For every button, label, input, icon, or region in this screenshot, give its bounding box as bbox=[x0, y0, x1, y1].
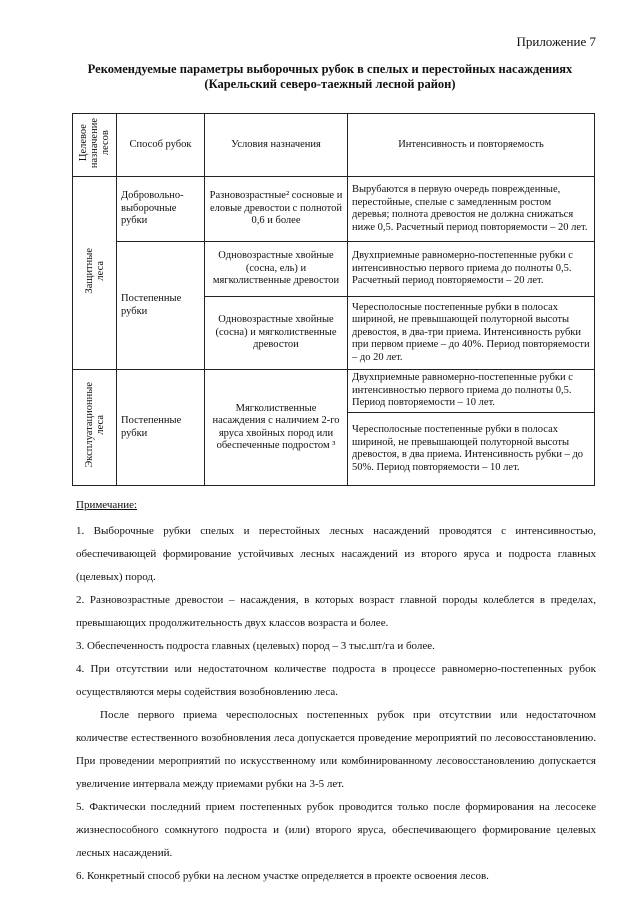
method-cell: Постепенные рубки bbox=[117, 242, 205, 370]
intensity-cell: Вырубаются в первую очередь поврежденные, перестойные, спелые с замедленным ростом деревья; полнота древостоя не должна снижаться ниже 0,5. Расчетный период повторяемости – 20 лет. bbox=[348, 177, 595, 242]
note-item: После первого приема чересполосных постепенных рубок при отсутствии или недостаточном количестве естественного возобновления леса допускается проведение мероприятий по лесовосстановлению. При проведении мероприятий по искусственному или комбинированному лесовосстановлению допускается увеличение интервала между приемами рубки на 3-5 лет. bbox=[76, 709, 596, 790]
condition-cell: Одновозрастные хвойные (сосна, ель) и мягколиственные древостои bbox=[205, 242, 348, 297]
title-line-2: (Карельский северо-таежный лесной район) bbox=[204, 77, 456, 91]
method-cell: Добровольно-выборочные рубки bbox=[117, 177, 205, 242]
notes-heading: Примечание: bbox=[76, 499, 138, 511]
document-title bbox=[60, 62, 600, 92]
intensity-cell: Чересполосные постепенные рубки в полосах шириной, не превышающей полуторной высоты древостоя, в два-три приема. Интенсивность рубки при первом приеме – до 40%. Период повторяемости – до 20 лет. bbox=[348, 297, 595, 370]
condition-cell: Одновозрастные хвойные (сосна) и мягколиственные древостои bbox=[205, 297, 348, 370]
purpose-protective: Защитные леса bbox=[73, 177, 117, 370]
header-conditions: Условия назначения bbox=[205, 114, 348, 177]
table-row bbox=[73, 177, 595, 242]
table-row bbox=[73, 242, 595, 297]
header-purpose: Целевое назначение лесов bbox=[73, 114, 117, 177]
note-item: 2. Разновозрастные древостои – насаждения, в которых возраст главной породы колеблется в пределах, превышающих продолжительность двух классов возраста и более. bbox=[76, 594, 596, 629]
condition-cell: Разновозрастные² сосновые и еловые древостои с полнотой 0,6 и более bbox=[205, 177, 348, 242]
table-row bbox=[73, 370, 595, 413]
table-header-row bbox=[73, 114, 595, 177]
method-cell: Постепенные рубки bbox=[117, 370, 205, 486]
note-item: 4. При отсутствии или недостаточном количестве подроста в процессе равномерно-постепенных рубок осуществляются меры содействия возобновлению леса. bbox=[76, 663, 596, 698]
appendix-label: Приложение 7 bbox=[516, 34, 596, 49]
purpose-exploitation: Эксплуатационные леса bbox=[73, 370, 117, 486]
notes-section bbox=[76, 494, 596, 888]
note-item: 3. Обеспеченность подроста главных (целевых) пород – 3 тыс.шт/га и более. bbox=[76, 640, 435, 652]
condition-cell: Мягколиственные насаждения с наличием 2-го яруса хвойных пород или обеспеченные подростом ³ bbox=[205, 370, 348, 486]
parameters-table bbox=[72, 113, 595, 486]
note-item: 5. Фактически последний прием постепенных рубок проводится только после формирования на лесосеке жизнеспособного сомкнутого подроста и (или) второго яруса, обеспечивающего формирование целевых лесных насаждений. bbox=[76, 801, 596, 859]
title-line-1: Рекомендуемые параметры выборочных рубок в спелых и перестойных насаждениях bbox=[87, 62, 573, 76]
note-item: 1. Выборочные рубки спелых и перестойных лесных насаждений проводятся с интенсивностью, обеспечивающей формирование устойчивых лесных насаждений из второго яруса и подроста главных (целевых) пород. bbox=[76, 525, 596, 583]
intensity-cell: Чересполосные постепенные рубки в полосах шириной, не превышающей полуторной высоты древостоя, в два приема. Интенсивность рубки – до 50%. Период повторяемости – 10 лет. bbox=[348, 413, 595, 486]
header-intensity: Интенсивность и повторяемость bbox=[348, 114, 595, 177]
header-method: Способ рубок bbox=[117, 114, 205, 177]
intensity-cell: Двухприемные равномерно-постепенные рубки с интенсивностью первого приема до полноты 0,5. Период повторяемости – 10 лет. bbox=[348, 370, 595, 413]
note-item: 6. Конкретный способ рубки на лесном участке определяется в проекте освоения лесов. bbox=[76, 870, 489, 882]
intensity-cell: Двухприемные равномерно-постепенные рубки с интенсивностью первого приема до полноты 0,5. Расчетный период повторяемости – 20 лет. bbox=[348, 242, 595, 297]
